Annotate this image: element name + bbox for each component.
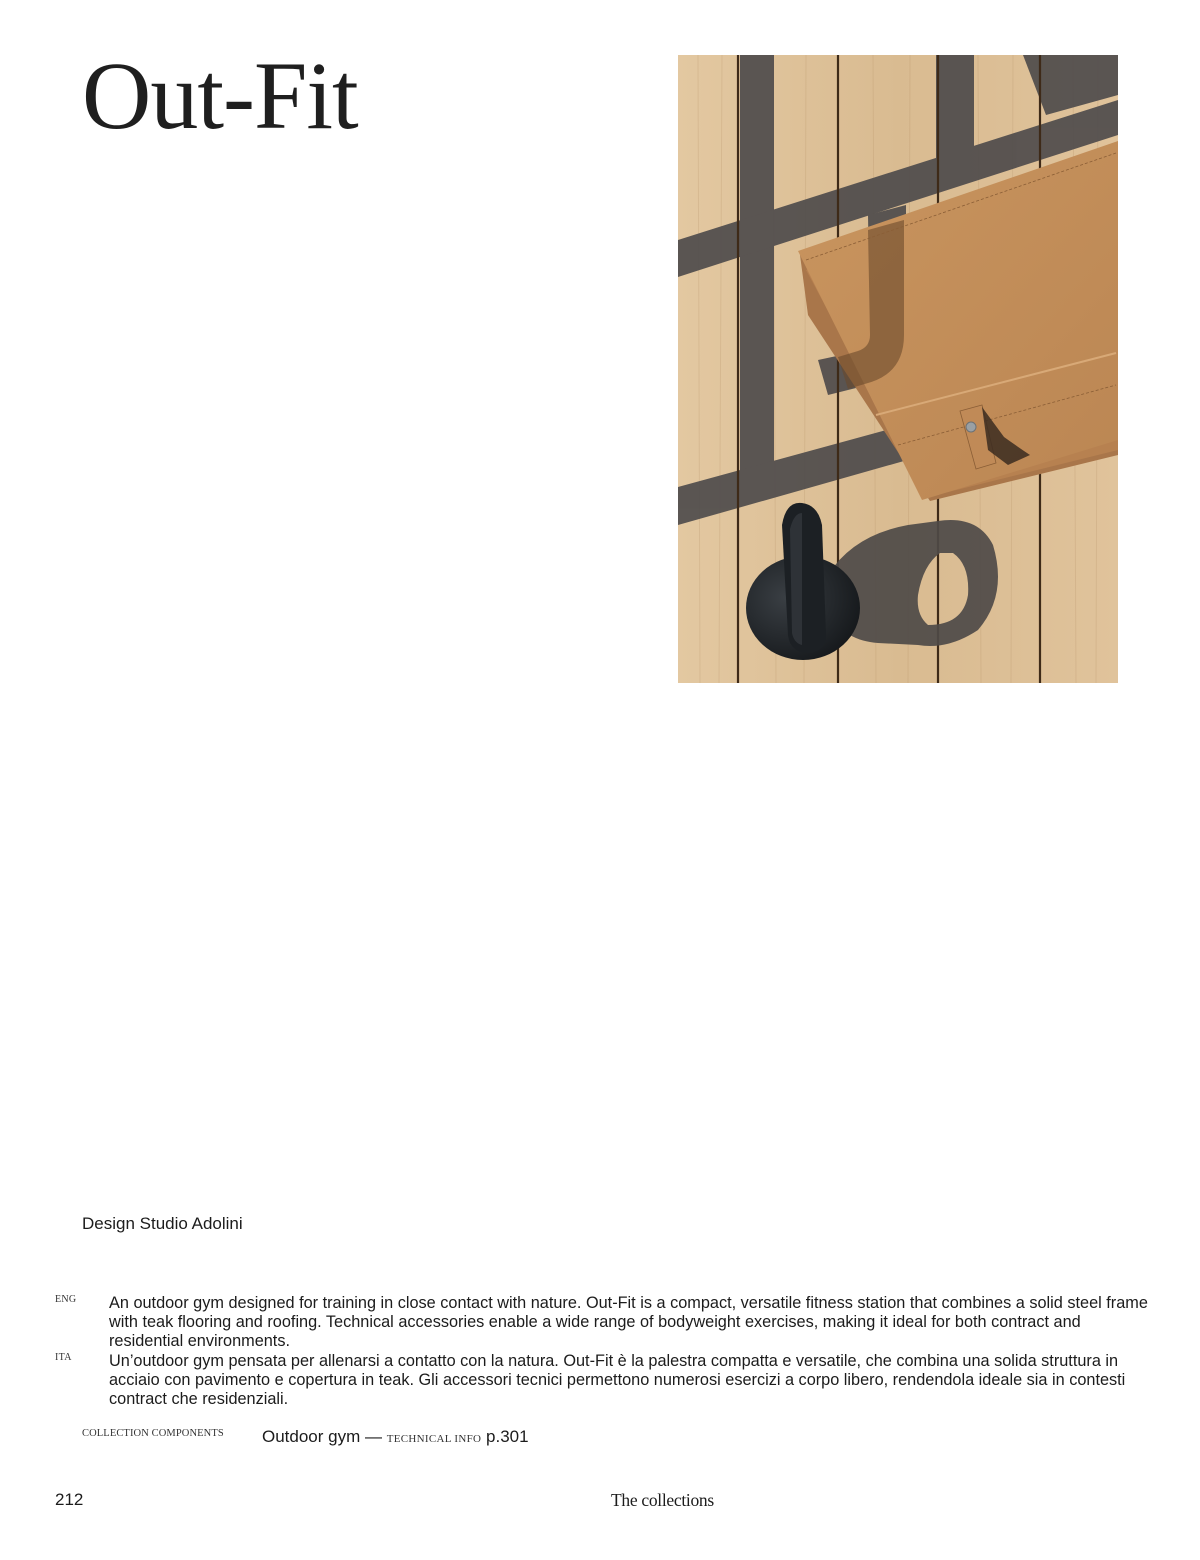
language-label-ita: ITA	[55, 1352, 72, 1363]
description-italian: Un’outdoor gym pensata per allenarsi a contatto con la natura. Out-Fit è la palestra compatta e versatile, che combina una solida struttura in acciaio con pavimento e copertura in teak. Gli accessori tecnici permettono numerosi esercizi a corpo libero, rendendola ideale sia in contesti contract che residenziali.	[109, 1352, 1126, 1409]
collection-components-label: COLLECTION COMPONENTS	[82, 1428, 224, 1439]
technical-info-label: TECHNICAL INFO	[386, 1433, 482, 1445]
page-title: Out-Fit	[82, 42, 358, 149]
description-english: An outdoor gym designed for training in close contact with nature. Out-Fit is a compact, versatile fitness station that combines a solid steel frame with teak flooring and roofing. Technical accessories enable a wide range of bodyweight exercises, making it ideal for both contract and residential environments.	[109, 1294, 1148, 1351]
page-number: 212	[55, 1490, 84, 1509]
product-photo	[678, 55, 1118, 683]
collection-components-line	[262, 1426, 529, 1450]
designer-credit: Design Studio Adolini	[82, 1214, 243, 1233]
component-item: Outdoor gym	[262, 1427, 361, 1446]
technical-info-page-ref[interactable]: p.301	[486, 1427, 529, 1446]
photo-illustration	[678, 55, 1118, 683]
component-separator: —	[365, 1427, 382, 1446]
section-name: The collections	[611, 1490, 714, 1510]
language-label-eng: ENG	[55, 1294, 77, 1305]
